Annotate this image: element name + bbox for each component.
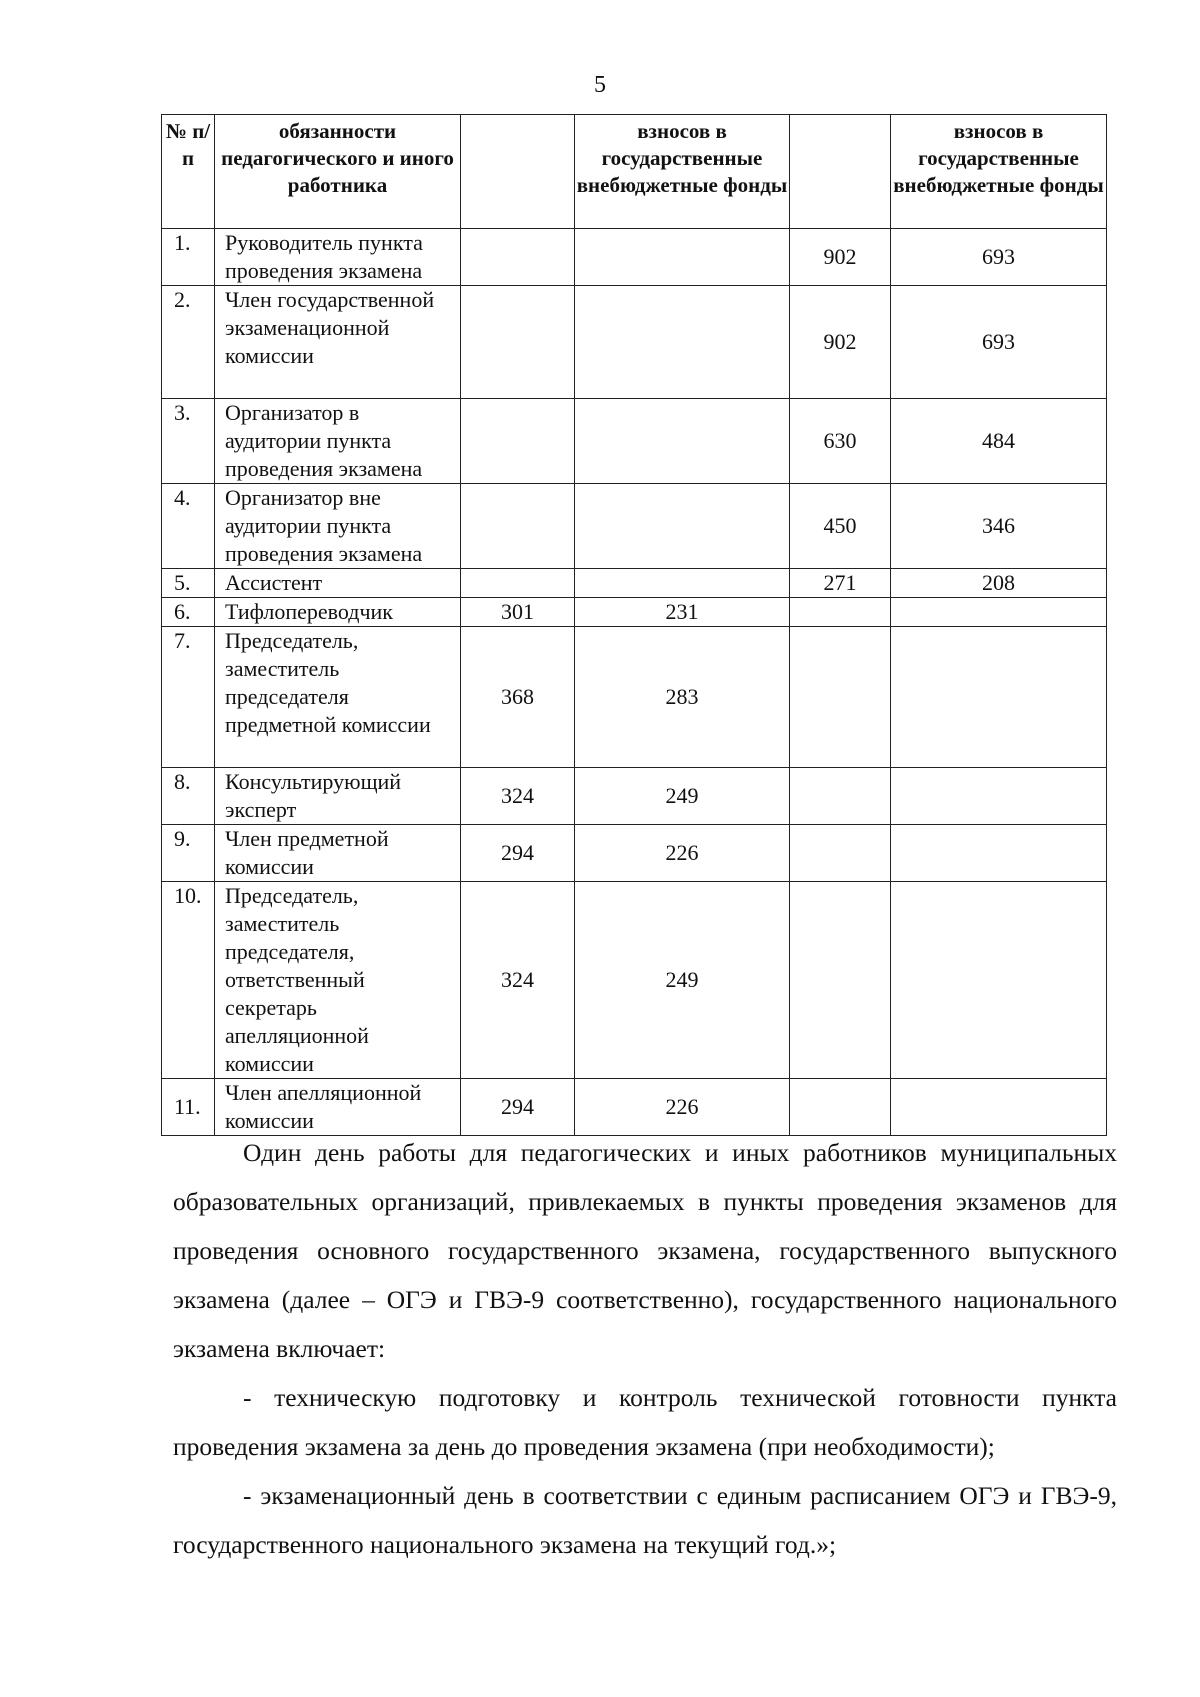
header-contributions-2: взносов в государственные внебюджетные фонды — [891, 115, 1107, 229]
row-value-col6: 346 — [891, 484, 1107, 569]
row-value-col5: 630 — [790, 399, 891, 484]
table-row — [162, 484, 1107, 569]
row-value-col4: 226 — [575, 1079, 790, 1136]
row-value-col4 — [575, 569, 790, 598]
table-row — [162, 825, 1107, 882]
row-value-col5 — [790, 825, 891, 882]
payment-table — [161, 114, 1107, 1136]
page-number: 5 — [594, 72, 606, 98]
header-col5 — [790, 115, 891, 229]
table-row — [162, 286, 1107, 399]
row-value-col4 — [575, 484, 790, 569]
row-number: 9. — [162, 825, 215, 882]
paragraph-technical-preparation: - техническую подготовку и контроль технической готовности пункта проведения экзамена за день до проведения экзамена (при необходимости); — [173, 1383, 1117, 1461]
table-row — [162, 229, 1107, 286]
row-value-col4: 226 — [575, 825, 790, 882]
paragraph-working-day: Один день работы для педагогических и иных работников муниципальных образовательных организаций, привлекаемых в пункты проведения экзаменов для проведения основного государственного экзамена, государственного выпускного экзамена (далее – ОГЭ и ГВЭ-9 соответственно), государственного национального экзамена включает: — [173, 1138, 1117, 1363]
header-contributions-1: взносов в государственные внебюджетные фонды — [575, 115, 790, 229]
row-value-col4: 249 — [575, 882, 790, 1079]
row-position: Председатель, заместитель председателя предметной комиссии — [215, 627, 461, 768]
row-number: 11. — [162, 1079, 215, 1136]
row-value-col3: 294 — [461, 1079, 575, 1136]
row-position: Организатор вне аудитории пункта проведения экзамена — [215, 484, 461, 569]
row-value-col3: 324 — [461, 768, 575, 825]
row-value-col3: 294 — [461, 825, 575, 882]
header-number: № п/ п — [162, 115, 215, 229]
row-value-col4: 283 — [575, 627, 790, 768]
row-number: 1. — [162, 229, 215, 286]
row-value-col5: 450 — [790, 484, 891, 569]
row-position: Член государственной экзаменационной комиссии — [215, 286, 461, 399]
row-value-col6 — [891, 882, 1107, 1079]
row-value-col5 — [790, 598, 891, 627]
row-value-col4 — [575, 399, 790, 484]
table-row — [162, 882, 1107, 1079]
row-value-col3 — [461, 286, 575, 399]
row-value-col3 — [461, 399, 575, 484]
header-col3 — [461, 115, 575, 229]
table-row — [162, 1079, 1107, 1136]
body-text — [173, 1128, 1117, 1569]
row-number: 7. — [162, 627, 215, 768]
row-value-col5 — [790, 627, 891, 768]
table-row — [162, 598, 1107, 627]
row-value-col5: 271 — [790, 569, 891, 598]
row-value-col6 — [891, 627, 1107, 768]
header-duties: обязанности педагогического и иного работника — [215, 115, 461, 229]
row-value-col3: 368 — [461, 627, 575, 768]
row-value-col4 — [575, 229, 790, 286]
row-number: 8. — [162, 768, 215, 825]
row-position: Председатель, заместитель председателя, ответственный секретарь апелляционной комиссии — [215, 882, 461, 1079]
row-value-col6 — [891, 768, 1107, 825]
table-header-row — [162, 115, 1107, 229]
row-value-col3 — [461, 229, 575, 286]
row-value-col3: 324 — [461, 882, 575, 1079]
table-row — [162, 569, 1107, 598]
row-number: 3. — [162, 399, 215, 484]
row-position: Организатор в аудитории пункта проведения экзамена — [215, 399, 461, 484]
table-row — [162, 768, 1107, 825]
row-value-col3 — [461, 569, 575, 598]
row-position: Консультирующий эксперт — [215, 768, 461, 825]
row-position: Руководитель пункта проведения экзамена — [215, 229, 461, 286]
row-value-col5 — [790, 768, 891, 825]
row-position: Член апелляционной комиссии — [215, 1079, 461, 1136]
row-value-col6 — [891, 825, 1107, 882]
row-value-col5 — [790, 1079, 891, 1136]
row-value-col4: 231 — [575, 598, 790, 627]
row-number: 5. — [162, 569, 215, 598]
row-value-col4 — [575, 286, 790, 399]
paragraph-exam-day: - экзаменационный день в соответствии с единым расписанием ОГЭ и ГВЭ-9, государственного национального экзамена на текущий год.»; — [173, 1481, 1117, 1559]
row-value-col3: 301 — [461, 598, 575, 627]
row-value-col5: 902 — [790, 286, 891, 399]
row-value-col5: 902 — [790, 229, 891, 286]
row-value-col6: 693 — [891, 229, 1107, 286]
row-number: 10. — [162, 882, 215, 1079]
row-value-col6 — [891, 598, 1107, 627]
row-number: 6. — [162, 598, 215, 627]
row-position: Член предметной комиссии — [215, 825, 461, 882]
row-value-col3 — [461, 484, 575, 569]
row-position: Ассистент — [215, 569, 461, 598]
row-value-col6: 208 — [891, 569, 1107, 598]
row-value-col6 — [891, 1079, 1107, 1136]
table-row — [162, 399, 1107, 484]
row-value-col5 — [790, 882, 891, 1079]
row-value-col6: 484 — [891, 399, 1107, 484]
table-row — [162, 627, 1107, 768]
row-value-col4: 249 — [575, 768, 790, 825]
row-position: Тифлопереводчик — [215, 598, 461, 627]
row-number: 4. — [162, 484, 215, 569]
row-number: 2. — [162, 286, 215, 399]
row-value-col6: 693 — [891, 286, 1107, 399]
